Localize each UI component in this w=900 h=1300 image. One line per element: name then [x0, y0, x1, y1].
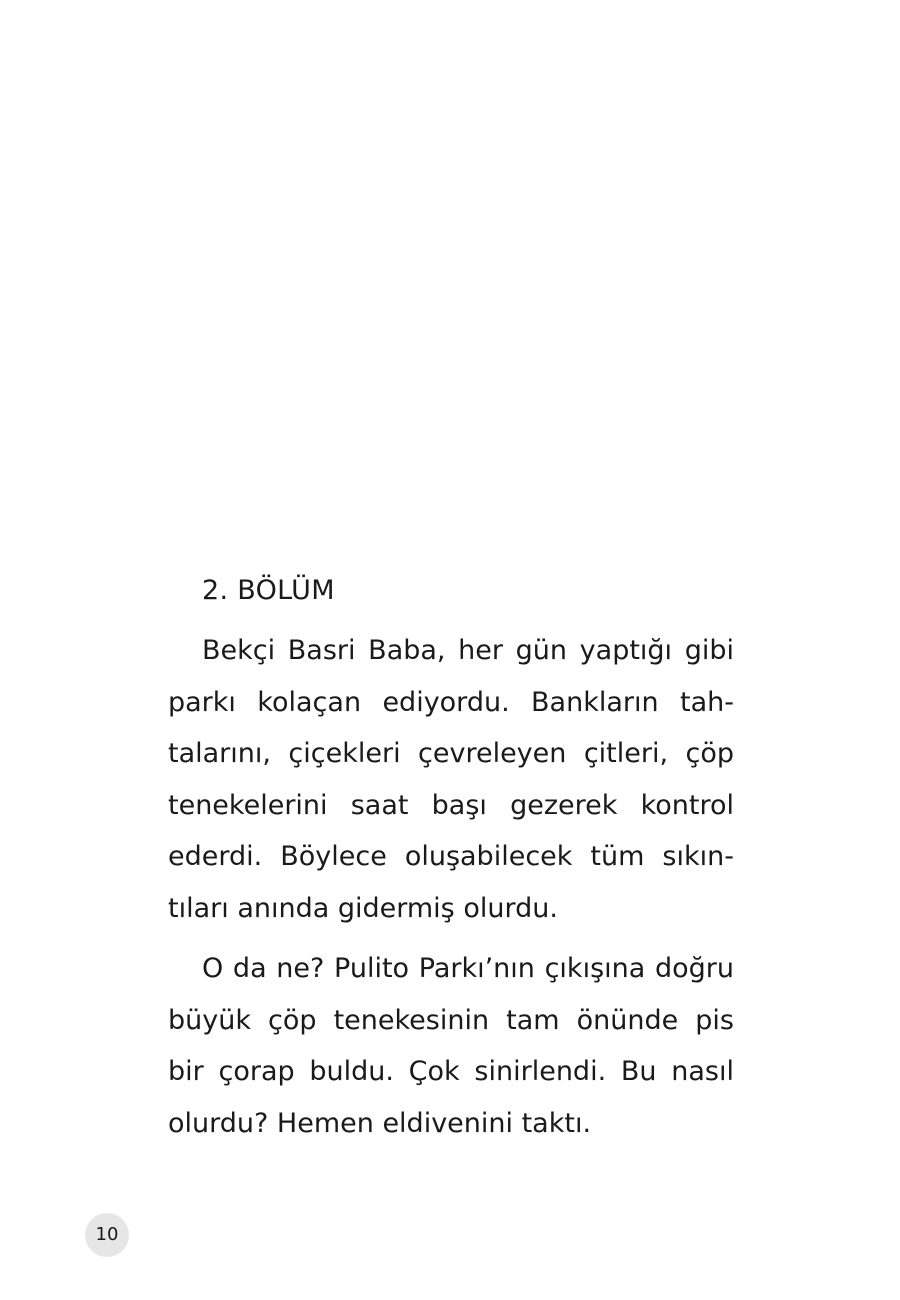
body-text [168, 625, 734, 1158]
paragraph-1: Bekçi Basri Baba, her gün yaptığı gibi parkı kolaçan ediyordu. Bankların tahtalarını, çiçekleri çevreleyen çitleri, çöp tenekelerini saat başı gezerek kontrol ederdi. Böylece oluşabilecek tüm sıkıntıları anında gidermiş olurdu. [168, 635, 734, 924]
page-number-badge: 10 [85, 1213, 129, 1257]
paragraph-2: O da ne? Pulito Parkı’nın çıkışına doğru büyük çöp tenekesinin tam önünde pis bir çorap buldu. Çok sinirlendi. Bu nasıl olurdu? Hemen eldivenini taktı. [168, 953, 734, 1139]
chapter-title: 2. BÖLÜM [202, 575, 335, 606]
